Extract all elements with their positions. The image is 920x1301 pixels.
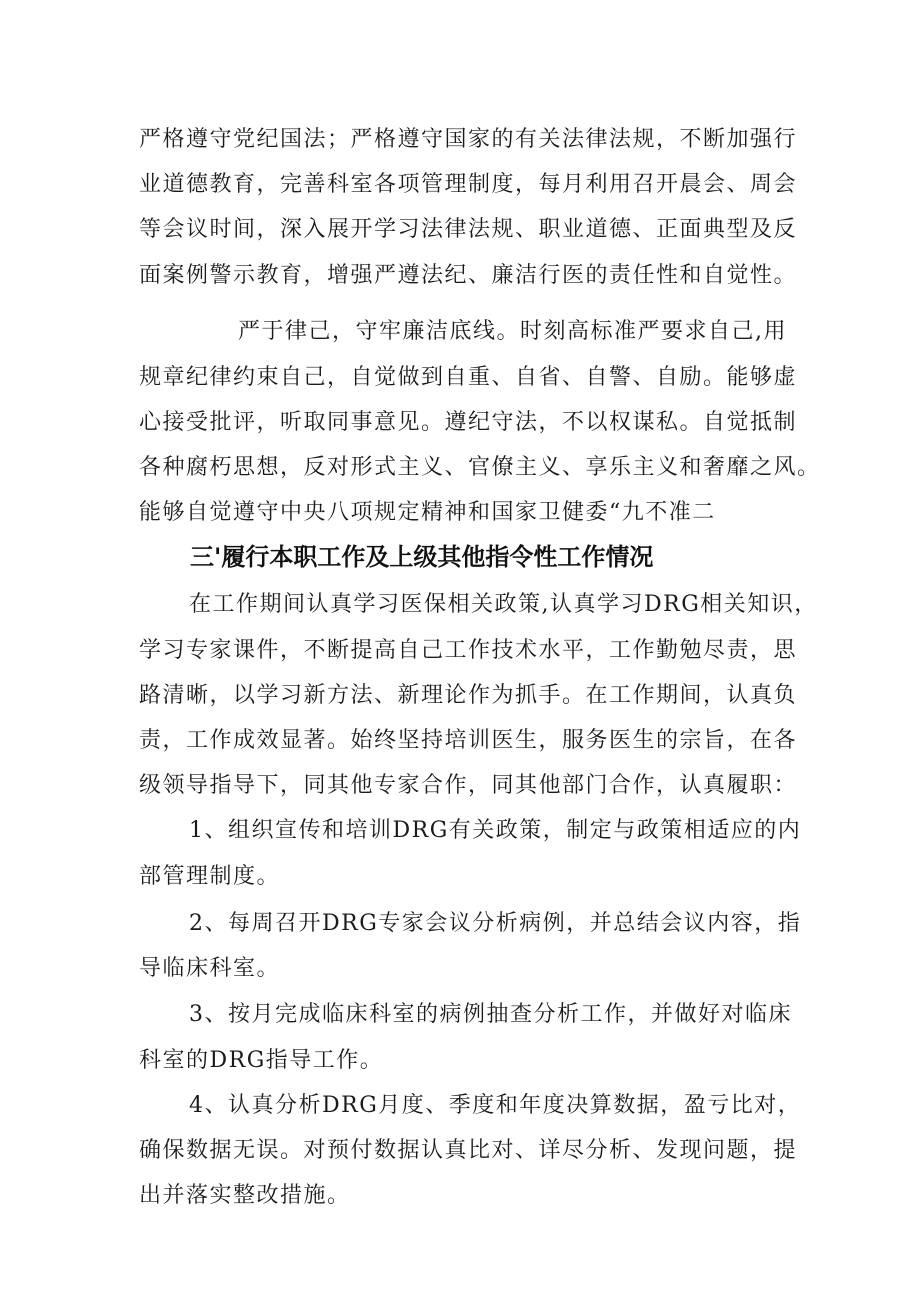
- text-line: 4、认真分析DRG月度、季度和年度决算数据，盈亏比对，: [189, 1093, 802, 1118]
- text-line: 等会议时间，深入展开学习法律法规、职业道德、正面典型及反: [139, 217, 798, 242]
- text-line: 心接受批评，听取同事意见。遵纪守法，不以权谋私。自觉抵制: [139, 410, 798, 435]
- text-line: 学习专家课件，不断提高自己工作技术水平，工作勤勉尽责，思: [139, 638, 798, 663]
- text-line: 规章纪律约束自己，自觉做到自重、自省、自警、自励。能够虚: [139, 365, 798, 390]
- text-line: 各种腐朽思想，反对形式主义、官僚主义、享乐主义和奢靡之风。: [139, 455, 821, 480]
- text-line: 责，工作成效显著。始终坚持培训医生，服务医生的宗旨，在各: [139, 728, 798, 753]
- text-line: 2、每周召开DRG专家会议分析病例，并总结会议内容，指: [189, 911, 802, 936]
- text-line: 确保数据无误。对预付数据认真比对、详尽分析、发现问题，提: [139, 1138, 798, 1163]
- text-line: 严于律己，守牢廉洁底线。时刻高标准严要求自己,用: [238, 319, 787, 344]
- text-line: 能够自觉遵守中央八项规定精神和国家卫健委“九不准二: [139, 500, 716, 525]
- text-line: 路清晰，以学习新方法、新理论作为抓手。在工作期间，认真负: [139, 683, 798, 708]
- text-line: 在工作期间认真学习医保相关政策,认真学习DRG相关知识，: [189, 592, 818, 617]
- text-line: 面案例警示教育，增强严遵法纪、廉洁行医的责任性和自觉性。: [139, 263, 798, 288]
- text-line: 3、按月完成临床科室的病例抽查分析工作，并做好对临床: [189, 1002, 792, 1027]
- section-heading: 三'履行本职工作及上级其他指令性工作情况: [190, 543, 654, 571]
- text-line: 1、组织宣传和培训DRG有关政策，制定与政策相适应的内: [189, 818, 802, 843]
- text-line: 严格遵守党纪国法；严格遵守国家的有关法律法规，不断加强行: [139, 127, 798, 152]
- text-line: 级领导指导下，同其他专家合作，同其他部门合作，认真履职：: [139, 773, 798, 798]
- text-line: 业道德教育，完善科室各项管理制度，每月利用召开晨会、周会: [139, 172, 798, 197]
- text-line: 出并落实整改措施。: [139, 1183, 351, 1208]
- text-line: 导临床科室。: [139, 956, 281, 981]
- text-line: 部管理制度。: [139, 864, 281, 889]
- text-line: 科室的DRG指导工作。: [139, 1048, 384, 1073]
